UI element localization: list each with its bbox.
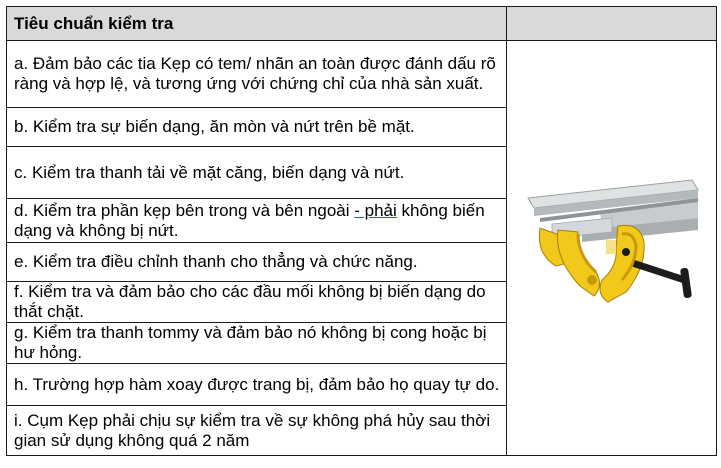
beam-clamp-photo-icon xyxy=(522,168,702,328)
header-criteria: Tiêu chuẩn kiểm tra xyxy=(7,7,507,41)
criteria-item-g: g. Kiểm tra thanh tommy và đảm bảo nó không bị cong hoặc bị hư hỏng. xyxy=(7,323,507,364)
table-header-row xyxy=(7,7,717,41)
header-image-column xyxy=(507,7,717,41)
criteria-item-a: a. Đảm bảo các tia Kẹp có tem/ nhãn an toàn được đánh dấu rõ ràng và hợp lệ, và tương ứng với chứng chỉ của nhà sản xuất. xyxy=(7,41,507,108)
criteria-item-e: e. Kiểm tra điều chỉnh thanh cho thẳng và chức năng. xyxy=(7,243,507,282)
criteria-item-c: c. Kiểm tra thanh tải về mặt căng, biến dạng và nứt. xyxy=(7,147,507,199)
inspection-criteria-table xyxy=(6,6,717,456)
table-row xyxy=(7,41,717,108)
criteria-item-d-underlined: - phải xyxy=(354,200,397,220)
beam-clamp-image-cell xyxy=(507,41,717,456)
criteria-item-d-text: d. Kiểm tra phần kẹp bên trong và bên ngoài xyxy=(14,200,355,220)
criteria-item-d-text-end: không biến dạng và không bị nứt. xyxy=(14,200,485,240)
criteria-item-b: b. Kiểm tra sự biến dạng, ăn mòn và nứt trên bề mặt. xyxy=(7,108,507,147)
criteria-item-i: i. Cụm Kẹp phải chịu sự kiểm tra về sự không phá hủy sau thời gian sử dụng không quá 2 năm xyxy=(7,406,507,456)
criteria-item-d xyxy=(7,199,507,243)
criteria-item-f: f. Kiểm tra và đảm bảo cho các đầu mối không bị biến dạng do thắt chặt. xyxy=(7,282,507,323)
criteria-item-h: h. Trường hợp hàm xoay được trang bị, đảm bảo họ quay tự do. xyxy=(7,364,507,406)
